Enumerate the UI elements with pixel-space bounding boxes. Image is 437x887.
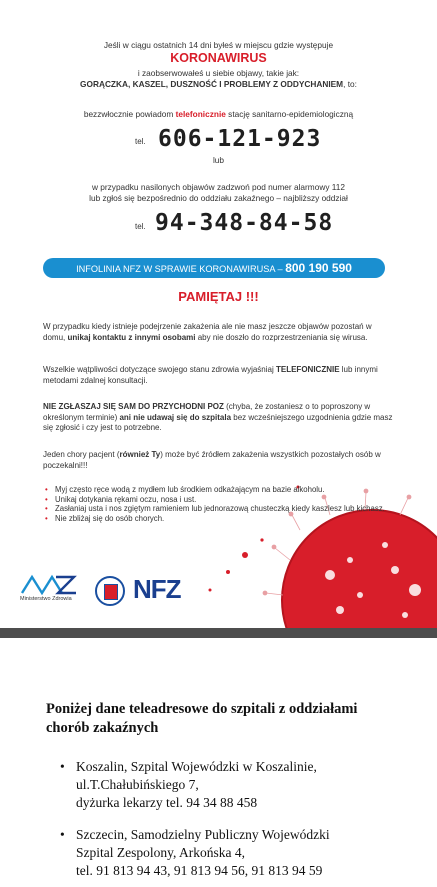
nfz-logo: NFZ (133, 574, 181, 604)
instruction-line-2a: w przypadku nasilonych objawów zadzwoń pod numer alarmowy 112 (91, 182, 346, 192)
remember-heading: PAMIĘTAJ !!! (178, 289, 259, 304)
hospital-line: Szpital Zespolony, Arkońska 4, (76, 845, 245, 860)
para3-bold1: NIE ZGŁASZAJ SIĘ SAM DO PRZYCHODNI POZ (43, 402, 224, 411)
list-item: • Myj często ręce wodą z mydłem lub środkiem odkażającym na bazie alkoholu. (43, 485, 395, 495)
symptoms-suffix: , to: (343, 79, 357, 89)
hospital-line: ul.T.Chałubińskiego 7, (76, 777, 199, 792)
paragraph-do-not-visit (43, 402, 395, 434)
para3-bold2: ani nie udawaj się do szpitala (119, 412, 232, 422)
paragraph-stay-home (43, 322, 395, 343)
list-item: • Nie zbliżaj się do osób chorych. (43, 514, 395, 524)
intro-line-2: i zaobserwowałeś u siebie objawy, takie jak: (137, 68, 300, 78)
nfz-hotline-banner (43, 258, 385, 278)
hospital-line: dyżurka lekarzy tel. 94 34 88 458 (76, 795, 258, 810)
para3-a: (chyba, że zostaniesz o to poproszony w określonym terminie) (43, 402, 371, 422)
para2-a: Wszelkie wątpliwości dotyczące swojego stanu zdrowia wyjaśniaj (43, 365, 276, 374)
para4-bold: również Ty (119, 450, 161, 459)
tel-label-2: tel. (135, 222, 146, 231)
instruction-1b: stację sanitarno-epidemiologiczną (225, 109, 354, 119)
page-divider (0, 628, 437, 638)
para1-b: aby nie doszło do rozprzestrzeniania się wirusa. (195, 332, 368, 342)
para4-b: ) może być źródłem zakażenia wszystkich pozostałych osób w poczekalni!!! (43, 450, 381, 470)
tel-label-1: tel. (135, 137, 146, 146)
para3-b: bez wcześniejszego uzgodnienia gdzie masz się zgłosić i czy jest to potrzebne. (43, 412, 393, 432)
emblem-shield (104, 584, 118, 600)
intro-line-1: Jeśli w ciągu ostatnich 14 dni byłeś w miejscu gdzie występuje (103, 40, 334, 50)
para2-bold: TELEFONICZNIE (275, 365, 340, 374)
hospital-line: • Koszalin, Szpital Wojewódzki w Koszalinie, (76, 759, 317, 774)
instruction-line-2b: lub zgłoś się bezpośrednio do oddziału zakaźnego – najbliższy oddział (89, 193, 348, 203)
hospital-contacts-section (0, 638, 437, 887)
ministry-logo-mark (20, 573, 80, 595)
state-emblem-seal (95, 576, 125, 606)
hospital-szczecin (60, 826, 420, 880)
para4-a: Jeden chory pacjent ( (43, 450, 120, 459)
hospital-line: tel. 91 813 94 43, 91 813 94 56, 91 813 94 59 (76, 863, 323, 878)
hotline-text: INFOLINIA NFZ W SPRAWIE KORONAWIRUSA – (76, 264, 286, 274)
instruction-line-1 (0, 109, 437, 119)
hospital-line: • Szczecin, Samodzielny Publiczny Wojewódzki (76, 827, 330, 842)
para2-b: lub innymi metodami zdalnej konsultacji. (43, 365, 378, 385)
ministry-of-health-logo (20, 573, 82, 602)
list-item: • Zasłaniaj usta i nos zgiętym ramieniem lub jednorazową chusteczką kiedy kaszlesz lub kichasz. (43, 504, 395, 514)
symptoms-line (0, 79, 437, 89)
symptoms: GORĄCZKA, KASZEL, DUSZNOŚĆ I PROBLEMY Z ODDYCHANIEM (80, 79, 344, 89)
para1-a: W przypadku kiedy istnieje podejrzenie zakażenia ale nie masz jeszcze objawów pozostań w domu, (43, 322, 372, 342)
ministry-logo-text: Ministerstwo Zdrowia (20, 596, 72, 602)
paragraph-contagion (43, 450, 395, 471)
infection-ward-phone-number: 94-348-84-58 (155, 210, 334, 236)
instruction-1-bold: telefonicznie (175, 109, 226, 119)
sanepid-phone-number: 606-121-923 (158, 126, 322, 152)
virus-name: KORONAWIRUS (170, 51, 267, 65)
paragraph-phone-consult (43, 365, 395, 386)
list-item: • Unikaj dotykania rękami oczu, nosa i ust. (43, 495, 395, 505)
section-title: Poniżej dane teleadresowe do szpitali z oddziałami chorób zakaźnych (46, 701, 358, 736)
instruction-1a: bezzwłocznie powiadom (83, 109, 176, 119)
hospital-koszalin (60, 758, 420, 812)
hygiene-tips-list (43, 485, 395, 523)
para1-bold: unikaj kontaktu z innymi osobami (67, 332, 196, 342)
hotline-number: 800 190 590 (285, 261, 352, 275)
or-word: lub (212, 155, 225, 165)
